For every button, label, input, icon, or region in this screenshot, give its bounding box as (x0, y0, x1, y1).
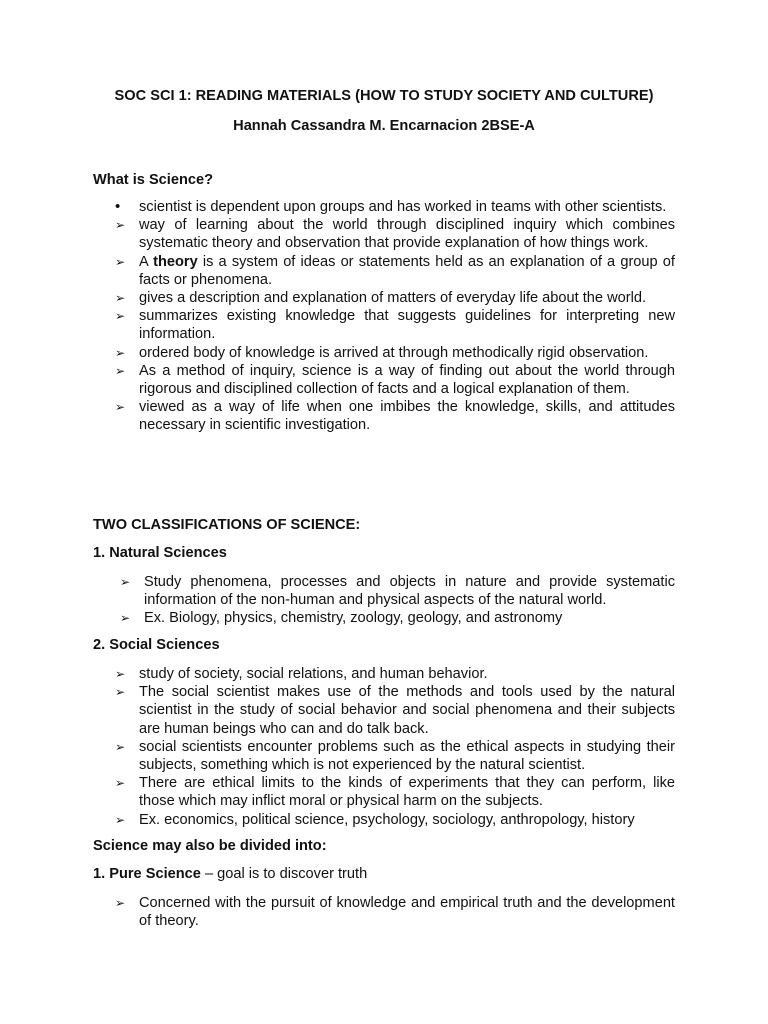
heading-pure-science: 1. Pure Science – goal is to discover truth (93, 866, 368, 882)
list-item: ➢ summarizes existing knowledge that suggests guidelines for interpreting new information. (115, 308, 675, 343)
list-item: ➢ Ex. economics, political science, psychology, sociology, anthropology, history (115, 811, 635, 828)
arrow-bullet-icon: ➢ (115, 345, 126, 360)
theory-term: theory (153, 253, 198, 270)
list-item: ➢ social scientists encounter problems such as the ethical aspects in studying their subjects, something which is not experienced by the natural scientist. (115, 738, 675, 774)
arrow-bullet-icon: ➢ (115, 309, 126, 324)
arrow-bullet-icon: ➢ (115, 400, 126, 415)
arrow-bullet-icon: ➢ (115, 896, 126, 910)
list-item: ➢ ordered body of knowledge is arrived at through methodically rigid observation. (115, 344, 649, 361)
list-item: • scientist is dependent upon groups and has worked in teams with other scientists. (115, 198, 667, 215)
arrow-bullet-icon: ➢ (115, 739, 126, 754)
heading-natural-sciences: 1. Natural Sciences (93, 545, 227, 561)
pure-science-list (115, 894, 675, 930)
arrow-bullet-icon: ➢ (115, 776, 126, 791)
list-item: ➢ Concerned with the pursuit of knowledge and empirical truth and the development of theory. (115, 895, 675, 930)
list-item: ➢ As a method of inquiry, science is a way of finding out about the world through rigorous and disciplined collection of facts and a logical explanation of them. (115, 362, 675, 398)
what-is-science-list (115, 198, 675, 435)
arrow-bullet-icon: ➢ (115, 254, 126, 269)
arrow-bullet-icon: ➢ (120, 611, 131, 626)
arrow-bullet-icon: ➢ (115, 363, 126, 378)
heading-divided-into: Science may also be divided into: (93, 838, 327, 854)
arrow-bullet-icon: ➢ (115, 667, 126, 681)
social-sciences-list (115, 665, 675, 829)
heading-classifications: TWO CLASSIFICATIONS OF SCIENCE: (93, 517, 361, 533)
arrow-bullet-icon: ➢ (120, 575, 131, 589)
document-title: SOC SCI 1: READING MATERIALS (HOW TO STUDY SOCIETY AND CULTURE) (114, 88, 654, 104)
natural-sciences-list (120, 573, 675, 628)
list-item: ➢ Study phenomena, processes and objects in nature and provide systematic information of the non-human and physical aspects of the natural world. (120, 574, 675, 609)
arrow-bullet-icon: ➢ (115, 218, 126, 233)
bullet-dot-icon: • (115, 198, 121, 215)
heading-social-sciences: 2. Social Sciences (93, 637, 220, 653)
heading-what-is-science: What is Science? (93, 172, 214, 188)
list-item: ➢ study of society, social relations, and human behavior. (115, 666, 488, 682)
list-item: ➢ way of learning about the world through disciplined inquiry which combines systematic theory and observation that provide explanation of how things work. (115, 217, 675, 252)
list-item: ➢ Ex. Biology, physics, chemistry, zoology, geology, and astronomy (120, 610, 563, 627)
arrow-bullet-icon: ➢ (115, 291, 126, 306)
list-item: ➢ The social scientist makes use of the methods and tools used by the natural scientist in the study of social behavior and social phenomena and their subjects are human beings who can and do talk back. (115, 684, 675, 737)
arrow-bullet-icon: ➢ (115, 812, 126, 827)
arrow-bullet-icon: ➢ (115, 685, 126, 700)
list-item: ➢ There are ethical limits to the kinds of experiments that they can perform, like those which may inflict moral or physical harm on the subjects. (115, 775, 675, 810)
list-item: ➢ gives a description and explanation of matters of everyday life about the world. (115, 290, 647, 307)
document-author: Hannah Cassandra M. Encarnacion 2BSE-A (233, 118, 535, 134)
list-item: ➢ A theory is a system of ideas or statements held as an explanation of a group of facts or phenomena. (115, 253, 675, 288)
list-item: ➢ viewed as a way of life when one imbibes the knowledge, skills, and attitudes necessary in scientific investigation. (115, 399, 675, 434)
